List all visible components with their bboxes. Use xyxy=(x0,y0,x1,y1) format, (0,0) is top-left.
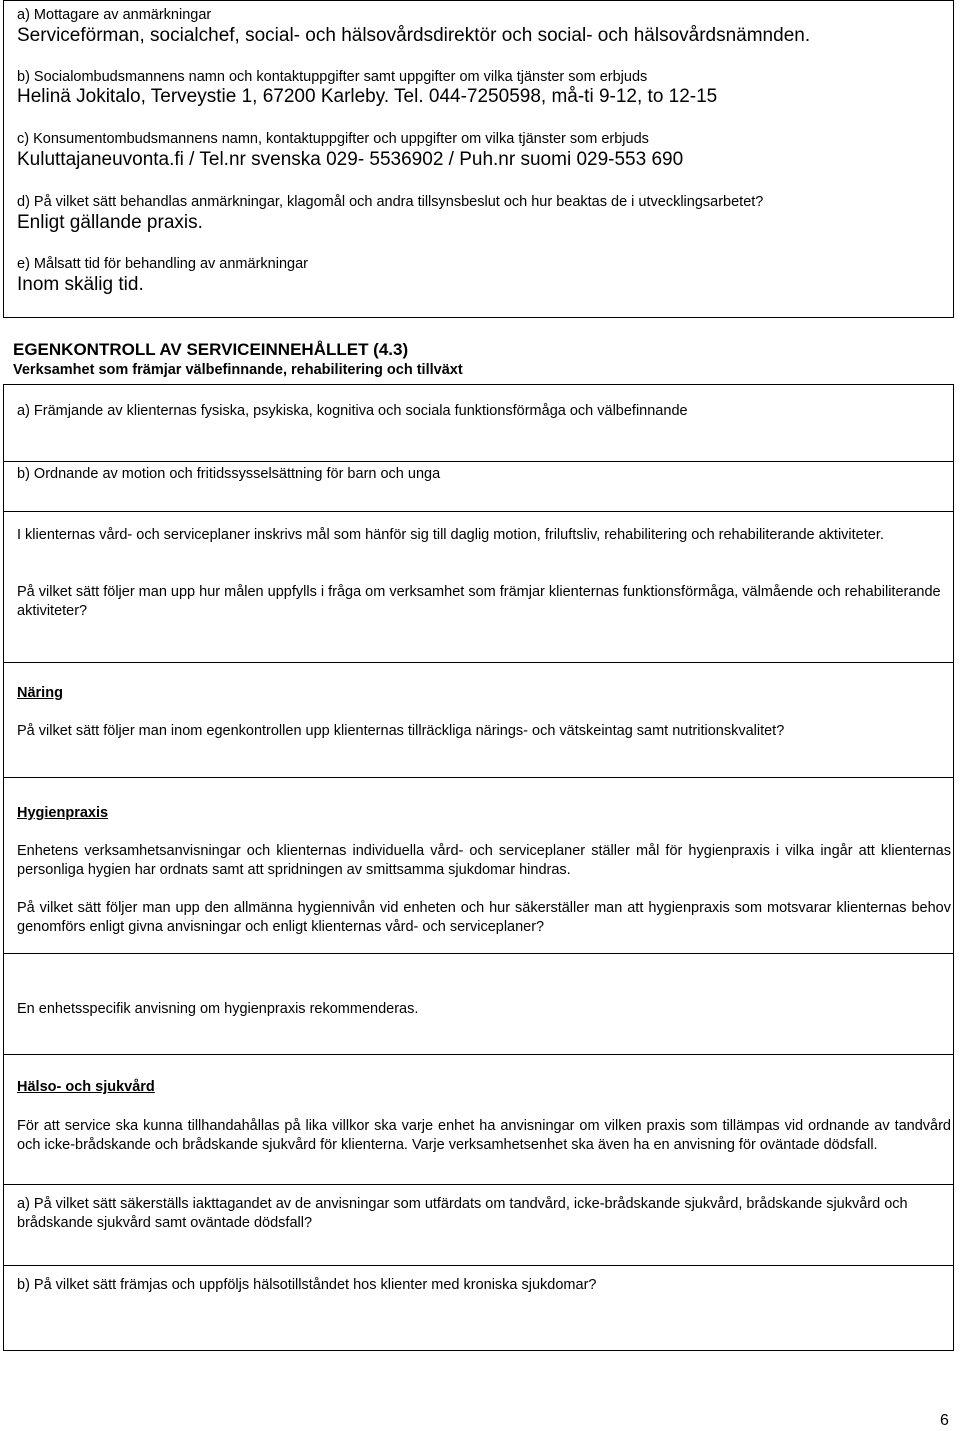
hygiene-title: Hygienpraxis xyxy=(17,805,109,821)
complaints-info-box xyxy=(3,0,954,318)
question-b-box xyxy=(3,461,954,512)
recipients-value: Serviceförman, socialchef, social- och hälsovårdsdirektör och social- och hälsovårdsnämnden. xyxy=(17,25,811,46)
hygiene-note-box xyxy=(3,953,954,1055)
hygiene-note: En enhetsspecifik anvisning om hygienpraxis rekommenderas. xyxy=(17,1001,419,1017)
hygiene-paragraph-1: Enhetens verksamhetsanvisningar och klienternas individuella vård- och serviceplaner ställer mål för hygienpraxis i vilka ingår att klienternas personliga hygien har ordnats samt att spridningen av smittsamma sjukdomar hindras. xyxy=(17,843,951,878)
consumer-ombudsman-label: c) Konsumentombudsmannens namn, kontaktuppgifter och uppgifter om vilka tjänster som erbjuds xyxy=(17,131,649,147)
health-care-title: Hälso- och sjukvård xyxy=(17,1079,155,1095)
section-heading: EGENKONTROLL AV SERVICEINNEHÅLLET (4.3) xyxy=(13,340,409,359)
handling-value: Enligt gällande praxis. xyxy=(17,212,203,233)
nutrition-question: På vilket sätt följer man inom egenkontrollen upp klienternas tillräckliga närings- och vätskeintag samt nutritionskvalitet? xyxy=(17,723,785,739)
question-b: b) Ordnande av motion och fritidssysselsättning för barn och unga xyxy=(17,466,441,482)
social-ombudsman-label: b) Socialombudsmannens namn och kontaktuppgifter samt uppgifter om vilka tjänster som erbjuds xyxy=(17,69,648,85)
activities-paragraph-1: I klienternas vård- och serviceplaner inskrivs mål som hänför sig till daglig motion, friluftsliv, rehabilitering och rehabiliterande aktiviteter. xyxy=(17,527,884,543)
recipients-label: a) Mottagare av anmärkningar xyxy=(17,7,212,23)
health-care-paragraph: För att service ska kunna tillhandahållas på lika villkor ska varje enhet ha anvisningar om vilken praxis som tillämpas vid ordnande av tandvård och icke-brådskande och brådskande sjukvård för klienterna. Varje verksamhetsenhet ska även ha en anvisning för oväntade dödsfall. xyxy=(17,1118,951,1153)
page-number: 6 xyxy=(940,1412,949,1429)
handling-label: d) På vilket sätt behandlas anmärkningar, klagomål och andra tillsynsbeslut och hur beaktas de i utvecklingsarbetet? xyxy=(17,194,764,210)
health-care-box xyxy=(3,1054,954,1185)
rehab-activities-box xyxy=(3,511,954,663)
question-a: a) Främjande av klienternas fysiska, psykiska, kognitiva och sociala funktionsförmåga och välbefinnande xyxy=(17,403,688,419)
hygiene-box xyxy=(3,777,954,954)
target-time-value: Inom skälig tid. xyxy=(17,274,144,295)
nutrition-title: Näring xyxy=(17,685,63,701)
hygiene-paragraph-2: På vilket sätt följer man upp den allmänna hygiennivån vid enheten och hur säkerställer man att hygienpraxis som motsvarar klienternas behov genomförs enligt givna anvisningar och enligt klienternas vård- och serviceplaner? xyxy=(17,900,951,935)
nutrition-box xyxy=(3,662,954,778)
health-question-a-box xyxy=(3,1184,954,1266)
health-question-b-box xyxy=(3,1265,954,1351)
consumer-ombudsman-value: Kuluttajaneuvonta.fi / Tel.nr svenska 029- 5536902 / Puh.nr suomi 029-553 690 xyxy=(17,149,684,170)
social-ombudsman-value: Helinä Jokitalo, Terveystie 1, 67200 Karleby. Tel. 044-7250598, må-ti 9-12, to 12-15 xyxy=(17,86,718,107)
activities-paragraph-2: På vilket sätt följer man upp hur målen uppfylls i fråga om verksamhet som främjar klienternas funktionsförmåga, välmående och rehabiliterande aktiviteter? xyxy=(17,584,941,619)
question-a-box xyxy=(3,384,954,462)
health-question-b: b) På vilket sätt främjas och uppföljs hälsotillståndet hos klienter med kroniska sjukdomar? xyxy=(17,1277,597,1293)
section-subheading: Verksamhet som främjar välbefinnande, rehabilitering och tillväxt xyxy=(13,362,463,378)
health-question-a: a) På vilket sätt säkerställs iakttagandet av de anvisningar som utfärdats om tandvård, icke-brådskande sjukvård, brådskande sjukvård och brådskande sjukvård samt oväntade dödsfall? xyxy=(17,1196,908,1231)
target-time-label: e) Målsatt tid för behandling av anmärkningar xyxy=(17,256,308,272)
